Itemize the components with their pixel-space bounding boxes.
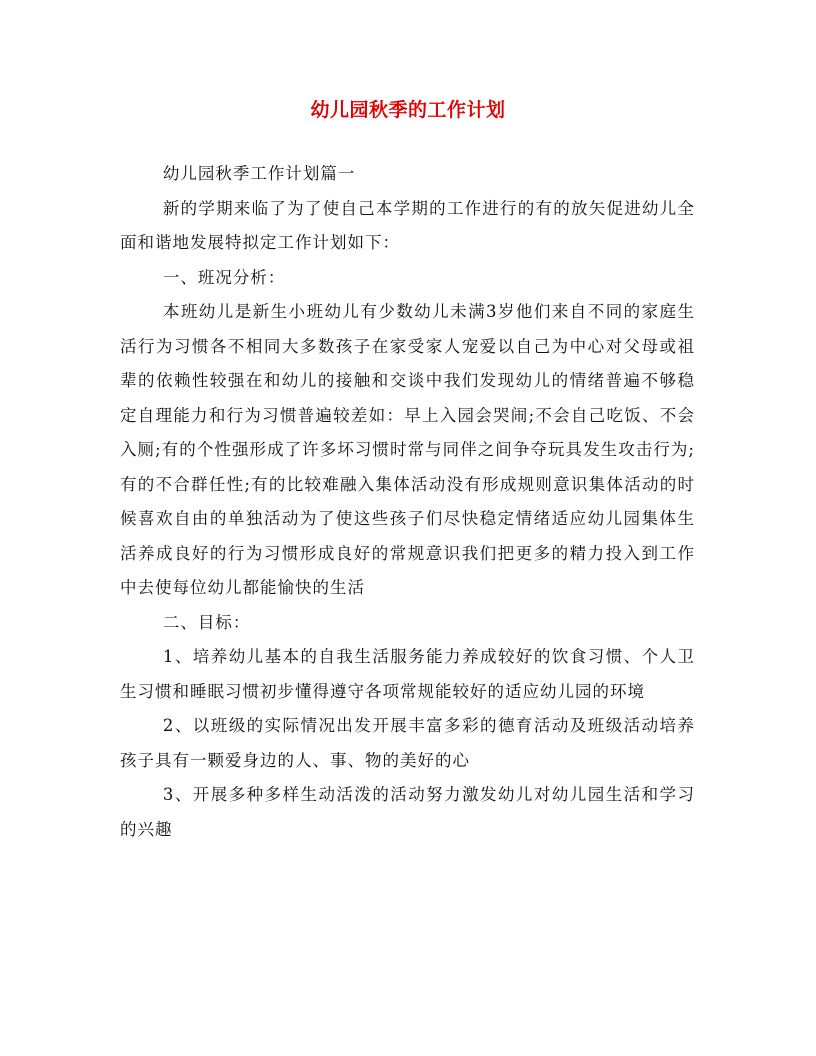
document-title: 幼儿园秋季的工作计划 [310, 99, 506, 121]
goal-item-2: 2、以班级的实际情况出发开展丰富多彩的德育活动及班级活动培养孩子具有一颗爱身边的人、事、物的美好的心 [120, 716, 695, 770]
document-subtitle: 幼儿园秋季工作计划篇一 [162, 164, 356, 183]
class-analysis-paragraph: 本班幼儿是新生小班幼儿有少数幼儿未满3岁他们来自不同的家庭生活行为习惯各不相同大多数孩子在家受家人宠爱以自己为中心对父母或祖辈的依赖性较强在和幼儿的接触和交谈中我们发现幼儿的情绪普遍不够稳定自理能力和行为习惯普遍较差如：早上入园会哭闹;不会自己吃饭、不会入厕;有的个性强形成了许多坏习惯时常与同伴之间争夺玩具发生攻击行为;有的不合群任性;有的比较难融入集体活动没有形成规则意识集体活动的时候喜欢自由的单独活动为了使这些孩子们尽快稳定情绪适应幼儿园集体生活养成良好的行为习惯形成良好的常规意识我们把更多的精力投入到工作中去使每位幼儿都能愉快的生活 [120, 302, 695, 597]
goal-item-3: 3、开展多种多样生动活泼的活动努力激发幼儿对幼儿园生活和学习的兴趣 [120, 785, 695, 839]
document-body [120, 157, 695, 847]
section-heading-goals: 二、目标： [162, 612, 251, 632]
goal-item-1: 1、培养幼儿基本的自我生活服务能力养成较好的饮食习惯、个人卫生习惯和睡眠习惯初步懂得遵守各项常规能较好的适应幼儿园的环境 [120, 647, 695, 701]
intro-paragraph: 新的学期来临了为了使自己本学期的工作进行的有的放矢促进幼儿全面和谐地发展特拟定工作计划如下： [120, 198, 695, 252]
section-heading-class-analysis: 一、班况分析： [162, 267, 286, 287]
